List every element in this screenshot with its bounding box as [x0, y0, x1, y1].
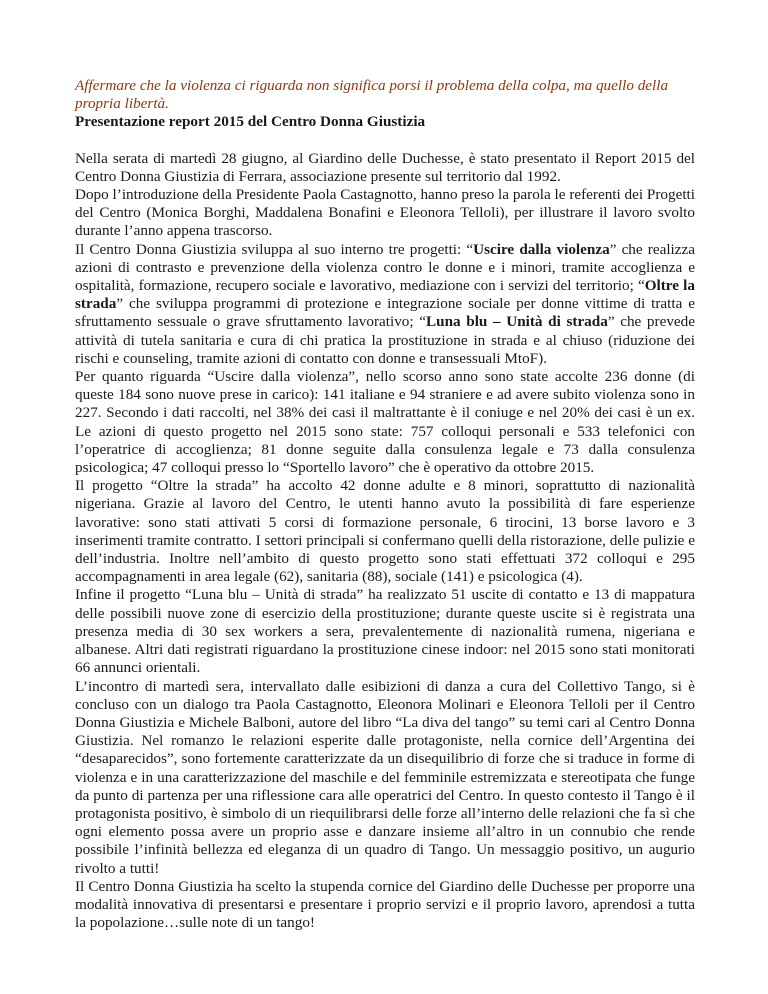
document-page: [75, 77, 695, 932]
project-name-oltre: Oltre la strada: [75, 277, 695, 313]
paragraph-event: L’incontro di martedì sera, intervallato dalle esibizioni di danza a cura del Collettivo Tango, si è concluso con un dialogo tra Paola Castagnotto, Eleonora Molinari e Eleonora Telloli per il Centro Donna Giustizia e Michele Balboni, autore del libro “La diva del tango” su temi cari al Centro Donna Giustizia. Nel romanzo le relazioni esperite dalle protagoniste, nella cornice dell’Argentina dei “desaparecidos”, sono fortemente caratterizzate da un disequilibrio di forze che si traduce in forme di violenza e in una caratterizzazione del maschile e del femminile estremizzata e stereotipata che funge da punto di partenza per una riflessione cara alle operatrici del Centro. In questo contesto il Tango è il protagonista positivo, è simbolo di un riequilibrarsi delle forze all’interno delle relazioni che fa sì che ogni elemento possa avere un proprio asse e danzare insieme all’altro in un connubio che rende possibile l’infinità bellezza ed eleganza di un quadro di Tango. Un messaggio positivo, un augurio rivolto a tutti!: [75, 677, 695, 877]
paragraph-projects: [75, 241, 695, 368]
projects-text-e: ” che sviluppa programmi di protezione e integrazione sociale per donne vittime di tratta e sfruttamento sessuale o grave sfruttamento lavorativo; “: [75, 295, 695, 331]
project-name-luna-blu: Luna blu – Unità di strada: [426, 313, 608, 331]
document-title: Presentazione report 2015 del Centro Donna Giustizia: [75, 113, 426, 131]
projects-text-a: Il Centro Donna Giustizia sviluppa al suo interno tre progetti: “: [75, 240, 474, 258]
paragraph-intro: Nella serata di martedì 28 giugno, al Giardino delle Duchesse, è stato presentato il Report 2015 del Centro Donna Giustizia di Ferrara, associazione presente sul territorio dal 1992.: [75, 149, 695, 185]
paragraph-luna-blu-stats: Infine il progetto “Luna blu – Unità di strada” ha realizzato 51 uscite di contatto e 13 di mappatura delle possibili nuove zone di esercizio della prostituzione; durante queste uscite si è registrata una presenza media di 30 sex workers a sera, prevalentemente di nazionalità rumena, nigeriana e albanese. Altri dati registrati riguardano la prostituzione cinese indoor: nel 2015 sono stati monitorati 66 annunci orientali.: [75, 586, 695, 677]
paragraph-oltre-stats: Il progetto “Oltre la strada” ha accolto 42 donne adulte e 8 minori, soprattutto di nazionalità nigeriana. Grazie al lavoro del Centro, le utenti hanno avuto la possibilità di fare esperienze lavorative: sono stati attivati 5 corsi di formazione personale, 6 tirocini, 13 borse lavoro e 3 inserimenti tramite contratto. I settori principali si confermano quelli della ristorazione, delle pulizie e dell’industria. Inoltre nell’ambito di questo progetto sono stati effettuati 372 colloqui e 295 accompagnamenti in area legale (62), sanitaria (88), sociale (141) e psicologica (4).: [75, 477, 695, 586]
projects-text-g: ” che prevede attività di tutela sanitaria e cura di chi pratica la prostituzione in strada e al chiuso (riduzione dei rischi e counseling, tramite azioni di contatto con donne e transessuali MtoF).: [75, 313, 695, 367]
blank-line: [75, 132, 695, 150]
document-tagline: Affermare che la violenza ci riguarda non significa porsi il problema della colpa, ma quello della propria libertà.: [75, 77, 669, 113]
projects-text-c: ” che realizza azioni di contrasto e prevenzione della violenza contro le donne e i minori, tramite accoglienza e ospitalità, formazione, recupero sociale e lavorativo, mediazione con i servizi del territorio; “: [75, 240, 695, 295]
project-name-uscire: Uscire dalla violenza: [473, 240, 610, 258]
paragraph-speakers: Dopo l’introduzione della Presidente Paola Castagnotto, hanno preso la parola le referenti dei Progetti del Centro (Monica Borghi, Maddalena Bonafini e Eleonora Telloli), per illustrare il lavoro svolto durante l’anno appena trascorso.: [75, 186, 695, 240]
paragraph-uscire-stats: Per quanto riguarda “Uscire dalla violenza”, nello scorso anno sono state accolte 236 donne (di queste 184 sono nuove prese in carico): 141 italiane e 94 straniere e ad avere subito violenza sono in 227. Secondo i dati raccolti, nel 38% dei casi il maltrattante è il coniuge e nel 20% dei casi è un ex. Le azioni di questo progetto nel 2015 sono state: 757 colloqui personali e 533 telefonici con l’operatrice di accoglienza; 81 donne seguite dalla consulenza legale e 73 dalla consulenza psicologica; 47 colloqui presso lo “Sportello lavoro” che è operativo da ottobre 2015.: [75, 368, 695, 477]
paragraph-closing: Il Centro Donna Giustizia ha scelto la stupenda cornice del Giardino delle Duchesse per proporre una modalità innovativa di presentarsi e presentare i proprio servizi e il proprio lavoro, aprendosi a tutta la popolazione…sulle note di un tango!: [75, 877, 695, 932]
